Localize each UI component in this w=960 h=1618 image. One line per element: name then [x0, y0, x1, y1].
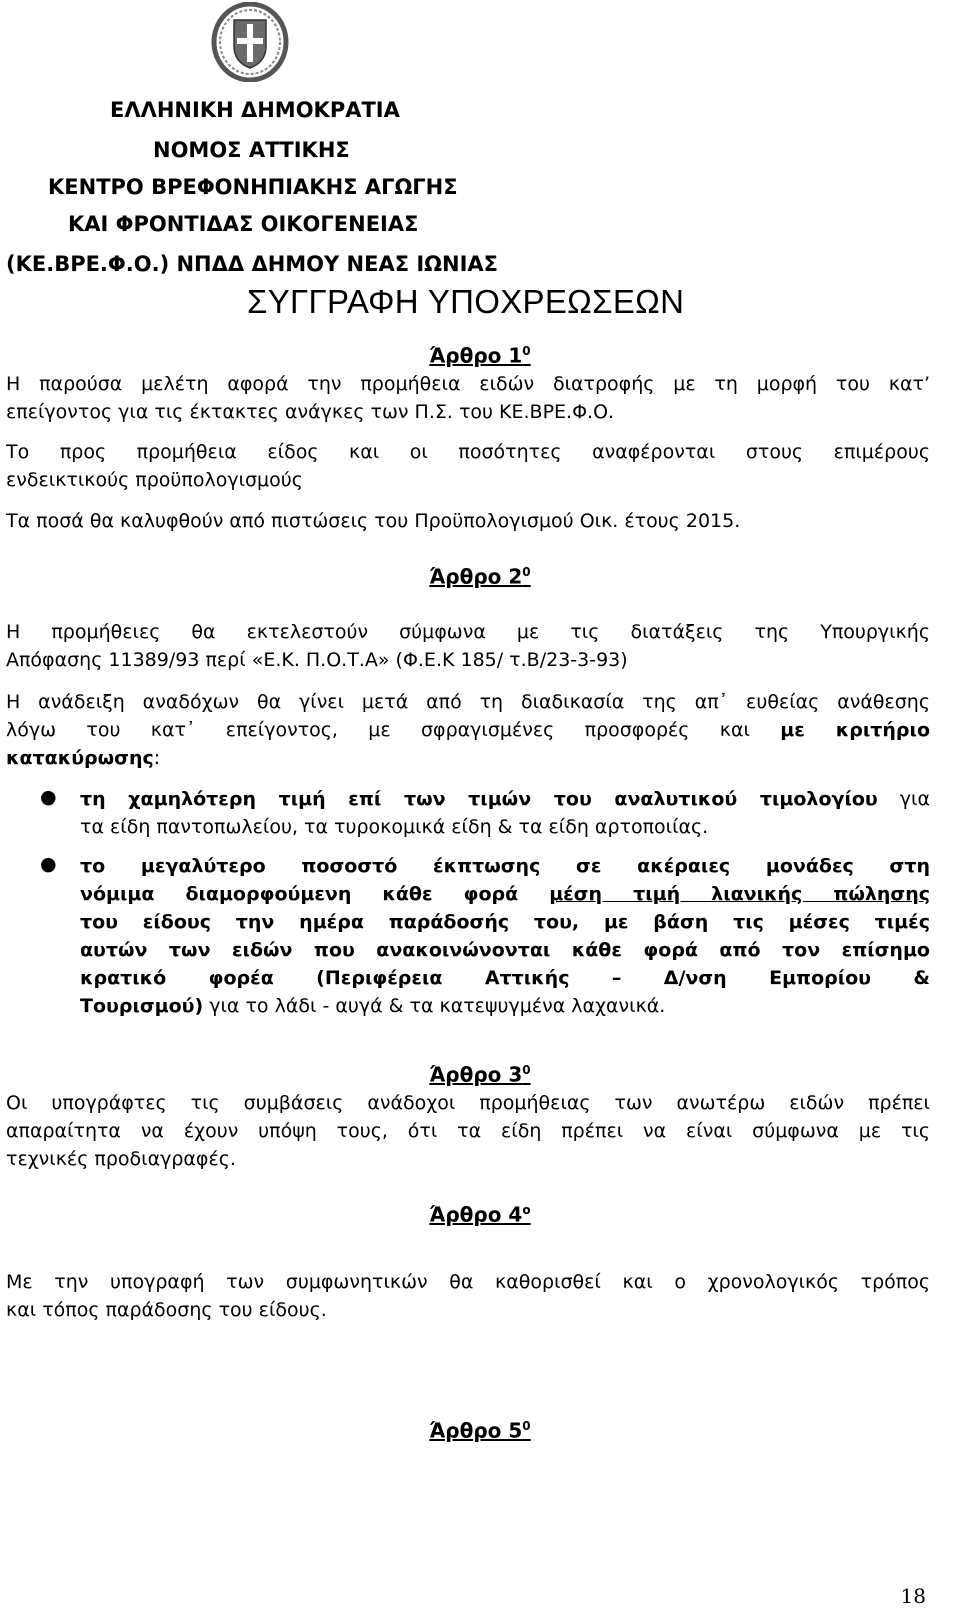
header-family-care: ΚΑΙ ΦΡΟΝΤΙΔΑΣ ΟΙΚΟΓΕΝΕΙΑΣ	[68, 212, 419, 236]
article-1-heading: Άρθρο $1^0$	[429, 343, 531, 368]
header-organization: (ΚΕ.ΒΡΕ.Φ.Ο.) ΝΠΔΔ ΔΗΜΟΥ ΝΕΑΣ ΙΩΝΙΑΣ	[6, 252, 499, 276]
article-2-heading: Άρθρο $2^0$	[429, 564, 531, 589]
article-1-paragraph-2: Το προς προμήθεια είδος και οι ποσότητες αναφέρονται στους επιμέρους ενδεικτικούς προϋπολογισμούς	[6, 441, 930, 491]
criterion-lowest-price: τη χαμηλότερη τιμή επί των τιμών του αναλυτικού τιμολογίου για τα είδη παντοπωλείου, τα τυροκομικά είδη & τα είδη αρτοποιίας.	[80, 788, 930, 838]
bullet-dot-icon: ●	[40, 853, 57, 875]
article-3-paragraph-1: Οι υπογράφτες τις συμβάσεις ανάδοχοι προμήθειας των ανωτέρω ειδών πρέπει απαραίτητα να έχουν υπόψη τους, ότι τα είδη πρέπει να είναι σύμφωνα με τις τεχνικές προδιαγραφές.	[6, 1092, 930, 1170]
article-1-paragraph-1: Η παρούσα μελέτη αφορά την προμήθεια ειδών διατροφής με τη μορφή του κατ’ επείγοντος για τις έκτακτες ανάγκες των Π.Σ. του ΚΕ.ΒΡΕ.Φ.Ο.	[6, 373, 930, 423]
article-4-heading: Άρθρο $4^o$	[429, 1202, 531, 1227]
document-title: ΣΥΓΓΡΑΦΗ ΥΠΟΧΡΕΩΣΕΩΝ	[247, 283, 685, 320]
article-2-paragraph-2: Η ανάδειξη αναδόχων θα γίνει μετά από τη διαδικασία της απ᾽ ευθείας ανάθεσης λόγω του κατ᾽ επείγοντος, με σφραγισμένες προσφορές και με κριτήριο κατακύρωσης:	[6, 691, 930, 769]
header-center: ΚΕΝΤΡΟ ΒΡΕΦΟΝΗΠΙΑΚΗΣ ΑΓΩΓΗΣ	[48, 175, 458, 199]
article-3-heading: Άρθρο $3^0$	[429, 1062, 531, 1087]
header-prefecture: ΝΟΜΟΣ ΑΤΤΙΚΗΣ	[153, 138, 350, 162]
header-republic: ΕΛΛΗΝΙΚΗ ΔΗΜΟΚΡΑΤΙΑ	[110, 98, 400, 122]
bullet-dot-icon: ●	[40, 786, 57, 808]
article-1-paragraph-3: Τα ποσά θα καλυφθούν από πιστώσεις του Προϋπολογισμού Οικ. έτους 2015.	[6, 510, 741, 532]
article-4-paragraph-1: Με την υπογραφή των συμφωνητικών θα καθορισθεί και ο χρονολογικός τρόπος και τόπος παράδοσης του είδους.	[6, 1271, 930, 1321]
criterion-highest-discount: το μεγαλύτερο ποσοστό έκπτωσης σε ακέραιες μονάδες στη νόμιμα διαμορφούμενη κάθε φορά μέση τιμή λιανικής πώλησης του είδους την ημέρα παράδοσής του, με βάση τις μέσες τιμές αυτών των ειδών που ανακοινώνονται κάθε φορά από τον επίσημο κρατικό φορέα (Περιφέρεια Αττικής – Δ/νση Εμπορίου & Τουρισμού) για το λάδι - αυγά & τα κατεψυγμένα λαχανικά.	[80, 855, 930, 1017]
greek-coat-of-arms-icon	[210, 2, 290, 82]
page-number: 18	[900, 1584, 926, 1608]
article-5-heading: Άρθρο $5^0$	[429, 1418, 531, 1443]
article-2-paragraph-1: Η προμήθειες θα εκτελεστούν σύμφωνα με τις διατάξεις της Υπουργικής Απόφασης 11389/93 περί «Ε.Κ. Π.Ο.Τ.Α» (Φ.Ε.Κ 185/ τ.Β/23-3-93)	[6, 621, 930, 671]
